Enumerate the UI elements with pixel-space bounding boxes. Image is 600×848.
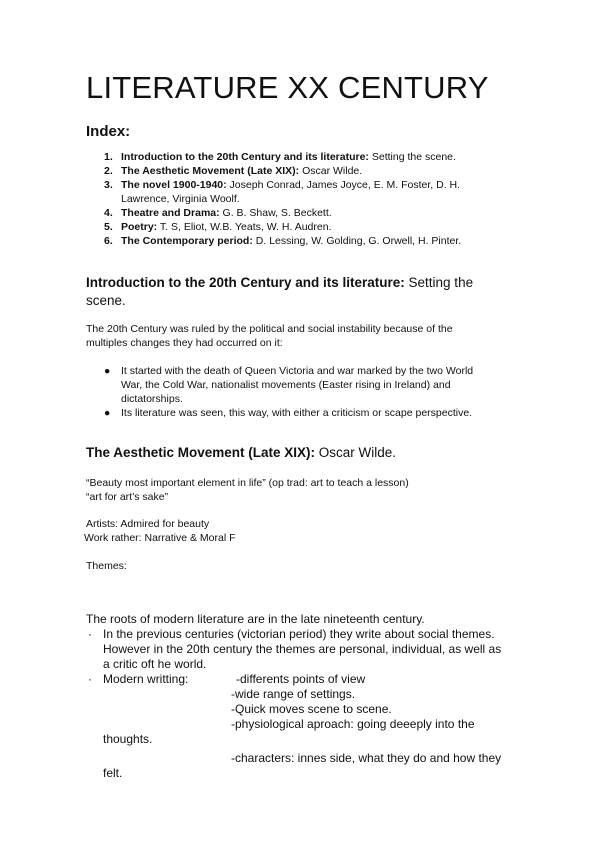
characters-text: -characters: innes side, what they do and how they bbox=[231, 751, 502, 765]
felt-text: felt. bbox=[103, 766, 123, 780]
modern-writing-label: · Modern writting: -differents points of view bbox=[88, 672, 366, 686]
document-title: LITERATURE XX CENTURY bbox=[86, 70, 489, 105]
bullet-icon: ● bbox=[104, 407, 111, 419]
modern-writing-item: -physiological aproach: going deeeply into the bbox=[231, 717, 475, 731]
roots-line: The roots of modern literature are in the late nineteenth century. bbox=[86, 612, 425, 626]
work-note: Work rather: Narrative & Moral F bbox=[84, 532, 236, 544]
quote-beauty: “Beauty most important element in life” (op trad: art to teach a lesson) bbox=[86, 477, 409, 489]
index-item: 2. The Aesthetic Movement (Late XIX): Oscar Wilde. bbox=[104, 165, 363, 177]
themes-label: Themes: bbox=[86, 560, 127, 572]
quote-art: “art for art’s sake” bbox=[86, 491, 169, 503]
section1-bullets bbox=[104, 364, 494, 420]
bullet-icon: · bbox=[88, 672, 92, 686]
bullet-icon: · bbox=[88, 627, 92, 641]
bullet-item: ● Its literature was seen, this way, with either a criticism or scape perspective. bbox=[104, 407, 473, 419]
bullet-item: ● It started with the death of Queen Victoria and war marked by the two World War, the Cold War, nationalist movements (Easter rising in Ireland) and dictatorships. bbox=[104, 365, 474, 405]
index-item: 5. Poetry: T. S, Eliot, W.B. Yeats, W. H. Audren. bbox=[104, 221, 332, 233]
thoughts-text: thoughts. bbox=[103, 732, 153, 746]
roots-section bbox=[86, 612, 506, 781]
artists-note: Artists: Admired for beauty bbox=[86, 518, 210, 530]
section1-heading: Introduction to the 20th Century and its literature: Setting the scene. bbox=[86, 275, 474, 308]
index-item: 4. Theatre and Drama: G. B. Shaw, S. Beckett. bbox=[104, 207, 332, 219]
index-list bbox=[104, 150, 504, 248]
roots-para: · In the previous centuries (victorian period) they write about social themes. However in the 20th century the themes are personal, individual, as well as a critic oft he world. bbox=[88, 627, 502, 671]
index-item: 3. The novel 1900-1940: Joseph Conrad, James Joyce, E. M. Foster, D. H. Lawrence, Virginia Woolf. bbox=[104, 179, 461, 205]
bullet-icon: ● bbox=[104, 365, 111, 377]
section2-heading: The Aesthetic Movement (Late XIX): Oscar Wilde. bbox=[86, 445, 397, 460]
section1-intro: The 20th Century was ruled by the political and social instability because of the multiples changes they had occurred on it: bbox=[86, 323, 453, 349]
modern-writing-item: -wide range of settings. bbox=[231, 687, 356, 701]
index-item: 6. The Contemporary period: D. Lessing, W. Golding, G. Orwell, H. Pinter. bbox=[104, 235, 462, 247]
index-item: 1. Introduction to the 20th Century and its literature: Setting the scene. bbox=[104, 151, 456, 163]
modern-writing-item: -Quick moves scene to scene. bbox=[231, 702, 392, 716]
index-heading: Index: bbox=[86, 123, 131, 140]
